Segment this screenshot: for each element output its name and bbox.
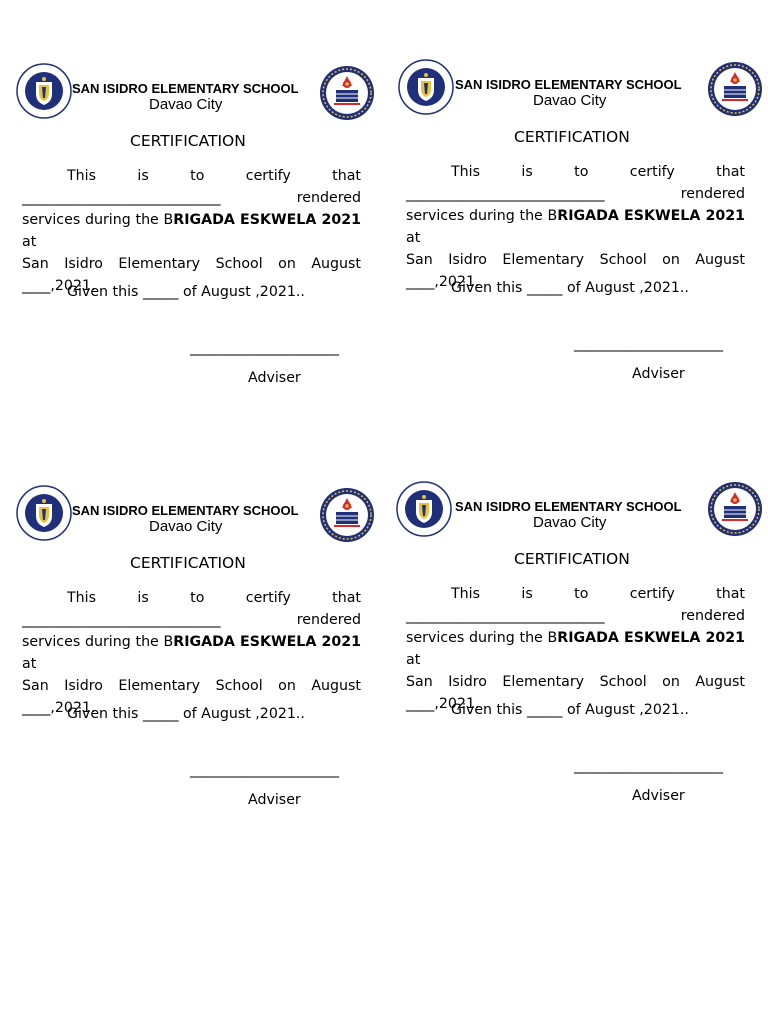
body-line-1: This is to certify that [451, 164, 745, 180]
certificate-body [406, 583, 745, 715]
deped-seal-icon [396, 58, 456, 116]
certificate-header [396, 58, 768, 120]
certificate-card [394, 480, 766, 840]
body-line-1: This is to certify that [67, 590, 361, 606]
signer-role: Adviser [632, 366, 685, 382]
signature-line: _____________________ [190, 340, 339, 356]
certificate-title: CERTIFICATION [130, 132, 246, 150]
signer-role: Adviser [248, 370, 301, 386]
deped-seal-icon [14, 62, 74, 120]
name-blank: ____________________________ [22, 190, 221, 206]
name-blank: ____________________________ [22, 612, 221, 628]
school-seal-icon [316, 486, 378, 544]
certificate-title: CERTIFICATION [130, 554, 246, 572]
body-line-5: ____,2021. [22, 700, 96, 716]
body-line-3: services during the BRIGADA ESKWELA 2021 at [406, 208, 745, 246]
certificate-header [14, 484, 386, 546]
body-line-5: ____,2021. [406, 274, 480, 290]
body-line-2: ____________________________ rendered [406, 183, 745, 205]
body-line-5: ____,2021. [406, 696, 480, 712]
body-line-3: services during the BRIGADA ESKWELA 2021 at [406, 630, 745, 668]
body-line-2: ____________________________ rendered [22, 187, 361, 209]
school-name: SAN ISIDRO ELEMENTARY SCHOOL [72, 503, 299, 518]
deped-seal-icon [394, 480, 454, 538]
body-line-4: San Isidro Elementary School on August [22, 678, 361, 694]
body-line-4: San Isidro Elementary School on August [406, 674, 745, 690]
school-seal-icon [704, 480, 766, 538]
certificate-body [406, 161, 745, 293]
given-date-line: Given this _____ of August ,2021.. [67, 706, 305, 722]
school-name: SAN ISIDRO ELEMENTARY SCHOOL [72, 81, 299, 96]
body-line-1: This is to certify that [451, 586, 745, 602]
certificate-header [14, 62, 386, 124]
city-name: Davao City [533, 92, 607, 109]
city-name: Davao City [149, 518, 223, 535]
given-date-line: Given this _____ of August ,2021.. [67, 284, 305, 300]
event-name: RIGADA ESKWELA 2021 [173, 634, 361, 650]
body-line-2: ____________________________ rendered [406, 605, 745, 627]
body-line-4: San Isidro Elementary School on August [406, 252, 745, 268]
school-seal-icon [704, 60, 766, 118]
certificate-card [14, 484, 386, 844]
school-name: SAN ISIDRO ELEMENTARY SCHOOL [455, 77, 682, 92]
name-blank: ____________________________ [406, 186, 605, 202]
signer-role: Adviser [248, 792, 301, 808]
certificate-header [394, 480, 766, 542]
given-date-line: Given this _____ of August ,2021.. [451, 280, 689, 296]
body-line-1: This is to certify that [67, 168, 361, 184]
given-date-line: Given this _____ of August ,2021.. [451, 702, 689, 718]
event-name: RIGADA ESKWELA 2021 [557, 208, 745, 224]
body-line-4: San Isidro Elementary School on August [22, 256, 361, 272]
certificate-card [14, 62, 386, 422]
certificate-title: CERTIFICATION [514, 550, 630, 568]
body-line-3: services during the BRIGADA ESKWELA 2021 at [22, 212, 361, 250]
body-line-5: ____,2021. [22, 278, 96, 294]
signature-line: _____________________ [574, 336, 723, 352]
city-name: Davao City [149, 96, 223, 113]
event-name: RIGADA ESKWELA 2021 [557, 630, 745, 646]
name-blank: ____________________________ [406, 608, 605, 624]
certificate-card [396, 58, 768, 418]
certificate-title: CERTIFICATION [514, 128, 630, 146]
signature-line: _____________________ [190, 762, 339, 778]
body-line-2: ____________________________ rendered [22, 609, 361, 631]
signature-line: _____________________ [574, 758, 723, 774]
body-line-3: services during the BRIGADA ESKWELA 2021 at [22, 634, 361, 672]
certificate-body [22, 587, 361, 719]
certificate-body [22, 165, 361, 297]
city-name: Davao City [533, 514, 607, 531]
school-seal-icon [316, 64, 378, 122]
deped-seal-icon [14, 484, 74, 542]
signer-role: Adviser [632, 788, 685, 804]
event-name: RIGADA ESKWELA 2021 [173, 212, 361, 228]
school-name: SAN ISIDRO ELEMENTARY SCHOOL [455, 499, 682, 514]
